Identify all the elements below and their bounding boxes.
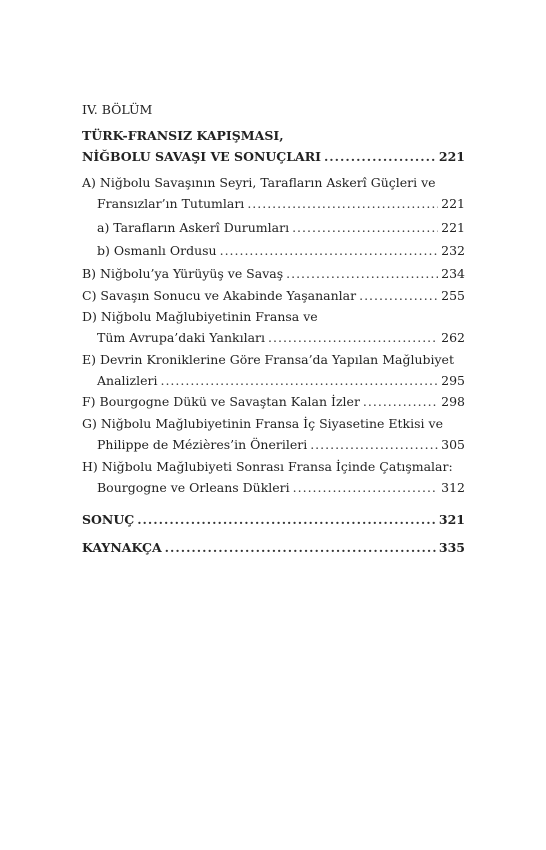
page-number: 234 (441, 266, 465, 281)
toc-entry-h-line2: Bourgogne ve Orleans Dükleri (97, 480, 290, 495)
toc-entry-b (82, 266, 465, 282)
toc-entry-a-line2: Fransızlar’ın Tutumları (97, 196, 245, 211)
leader-dots (310, 437, 438, 453)
toc-entry-g-line2: Philippe de Mézières’in Önerileri (97, 437, 308, 452)
leader-dots (160, 373, 438, 389)
toc-entry-a-b (97, 243, 465, 259)
chapter-title: TÜRK-FRANSIZ KAPIŞMASI, (82, 128, 284, 143)
toc-entry-a-a (97, 220, 465, 236)
page-number: 335 (438, 540, 465, 555)
toc-entry-a-line1: A) Niğbolu Savaşının Seyri, Tarafların Askerî Güçleri ve (82, 175, 436, 190)
toc-entry-d (97, 330, 465, 346)
leader-dots (292, 220, 438, 236)
toc-entry-kaynakca (82, 540, 465, 556)
toc-entry-text: b) Osmanlı Ordusu (97, 243, 217, 258)
leader-dots (363, 394, 438, 410)
toc-entry-e-line1: E) Devrin Kroniklerine Göre Fransa’da Yapılan Mağlubiyet (82, 352, 454, 367)
toc-entry-g-line1: G) Niğbolu Mağlubiyetinin Fransa İç Siyasetine Etkisi ve (82, 416, 443, 431)
chapter-title-line2: NİĞBOLU SAVAŞI VE SONUÇLARI (82, 149, 321, 164)
leader-dots (247, 196, 438, 212)
page-number: 221 (441, 220, 465, 235)
leader-dots (359, 288, 438, 304)
toc-entry-a (97, 196, 465, 212)
toc-entry-f (82, 394, 465, 410)
leader-dots (137, 512, 436, 528)
toc-entry-text: C) Savaşın Sonucu ve Akabinde Yaşananlar (82, 288, 357, 303)
page-number: 321 (438, 512, 465, 527)
chapter-title-entry (82, 149, 465, 165)
leader-dots (268, 330, 438, 346)
toc-entry-text: B) Niğbolu’ya Yürüyüş ve Savaş (82, 266, 284, 281)
toc-entry-h (97, 480, 465, 496)
leader-dots (324, 149, 436, 165)
page-number: 298 (441, 394, 465, 409)
chapter-label: IV. BÖLÜM (82, 102, 153, 117)
page-number: 312 (441, 480, 465, 495)
toc-entry-h-line1: H) Niğbolu Mağlubiyeti Sonrası Fransa İçinde Çatışmalar: (82, 459, 453, 474)
toc-entry-sonuc (82, 512, 465, 528)
toc-entry-d-line2: Tüm Avrupa’daki Yankıları (97, 330, 266, 345)
toc-entry-text: SONUÇ (82, 512, 135, 527)
page-number: 232 (441, 243, 465, 258)
page-number: 221 (441, 196, 465, 211)
toc-entry-g (97, 437, 465, 453)
toc-entry-d-line1: D) Niğbolu Mağlubiyetinin Fransa ve (82, 309, 318, 324)
toc-entry-e (97, 373, 465, 389)
page-number: 262 (441, 330, 465, 345)
page-number: 295 (441, 373, 465, 388)
leader-dots (220, 243, 439, 259)
toc-entry-text: F) Bourgogne Dükü ve Savaştan Kalan İzler (82, 394, 360, 409)
page-number: 255 (441, 288, 465, 303)
leader-dots (165, 540, 436, 556)
toc-entry-text: KAYNAKÇA (82, 540, 162, 555)
page-number: 305 (441, 437, 465, 452)
toc-entry-e-line2: Analizleri (97, 373, 158, 388)
leader-dots (286, 266, 438, 282)
leader-dots (293, 480, 438, 496)
toc-entry-c (82, 288, 465, 304)
page-number: 221 (438, 149, 465, 164)
toc-entry-text: a) Tarafların Askerî Durumları (97, 220, 290, 235)
